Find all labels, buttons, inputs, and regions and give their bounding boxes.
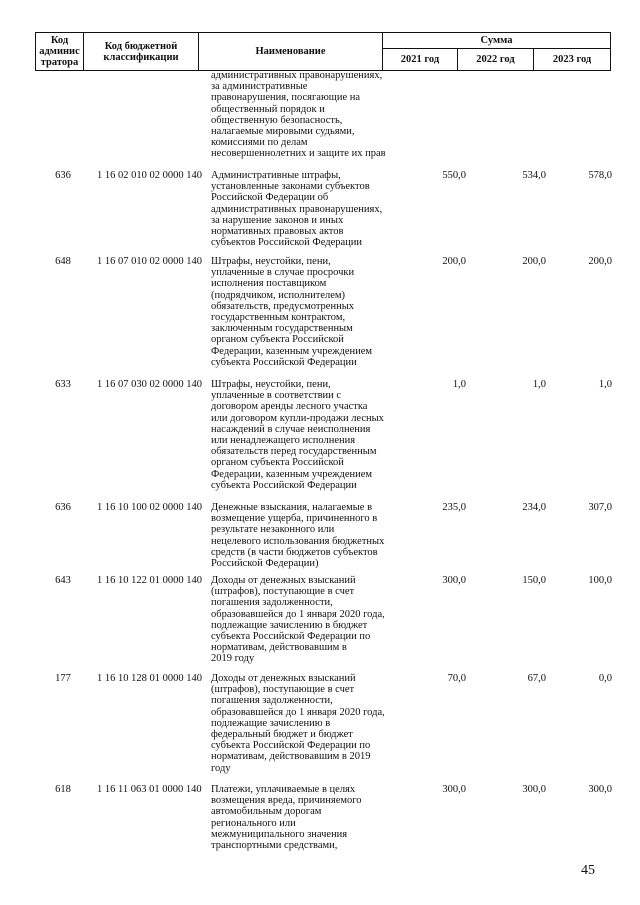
header-year-2023: 2023 год <box>534 49 611 71</box>
value-2022: 200,0 <box>522 256 546 267</box>
admin-code: 636 <box>55 170 71 181</box>
value-2023: 0,0 <box>598 673 612 684</box>
header-admin-code: Код админис тратора <box>36 33 84 71</box>
row-name: Доходы от денежных взысканий (штрафов), поступающие в счет погашения задолженности, образовавшейся до 1 января 2020 года, подлежащие зачислению в бюджет субъекта Российской Федерации по нормативам, действовавшим в 2019 году <box>211 575 385 665</box>
value-2022: 150,0 <box>522 575 546 586</box>
kbk-code: 1 16 10 100 02 0000 140 <box>97 502 202 513</box>
admin-code: 643 <box>55 575 71 586</box>
kbk-code: 1 16 07 010 02 0000 140 <box>97 256 202 267</box>
value-2021: 300,0 <box>442 575 466 586</box>
row-name: Штрафы, неустойки, пени, уплаченные в случае просрочки исполнения поставщиком (подрядчиком, исполнителем) обязательств, предусмотренных государственным контрактом, заключенным государственным органом субъекта Российской Федерации, казенным учреждением субъекта Российской Федерации <box>211 256 373 368</box>
value-2023: 300,0 <box>588 784 612 795</box>
value-2023: 200,0 <box>588 256 612 267</box>
admin-code: 633 <box>55 379 71 390</box>
header-sum: Сумма <box>383 33 611 49</box>
kbk-code: 1 16 07 030 02 0000 140 <box>97 379 202 390</box>
value-2023: 578,0 <box>588 170 612 181</box>
admin-code: 618 <box>55 784 71 795</box>
admin-code: 648 <box>55 256 71 267</box>
value-2022: 234,0 <box>522 502 546 513</box>
row-name: Платежи, уплачиваемые в целях возмещения вреда, причиняемого автомобильным дорогам регионального или межмуниципального значения транспортными средствами, <box>211 784 362 852</box>
row-name: Денежные взыскания, налагаемые в возмещение ущерба, причиненного в результате незаконного или нецелевого использования бюджетных средств (в части бюджетов субъектов Российской Федерации) <box>211 502 385 570</box>
row-name: Доходы от денежных взысканий (штрафов), поступающие в счет погашения задолженности, образовавшейся до 1 января 2020 года, подлежащие зачислению в федеральный бюджет и бюджет субъекта Российской Федерации по нормативам, действовавшим в 2019 году <box>211 673 385 774</box>
value-2021: 300,0 <box>442 784 466 795</box>
value-2021: 235,0 <box>442 502 466 513</box>
value-2023: 100,0 <box>588 575 612 586</box>
kbk-code: 1 16 11 063 01 0000 140 <box>97 784 202 795</box>
value-2022: 1,0 <box>532 379 546 390</box>
admin-code: 636 <box>55 502 71 513</box>
header-name: Наименование <box>199 33 383 71</box>
continued-name-text: административных правонарушениях, за административные правонарушения, посягающие на общественный порядок и общественную безопасность, налагаемые мировыми судьями, комиссиями по делам несовершеннолетних и защите их прав <box>211 70 386 160</box>
header-year-2021: 2021 год <box>383 49 458 71</box>
value-2023: 307,0 <box>588 502 612 513</box>
kbk-code: 1 16 02 010 02 0000 140 <box>97 170 202 181</box>
header-kbk-code: Код бюджетной классификации <box>84 33 199 71</box>
kbk-code: 1 16 10 128 01 0000 140 <box>97 673 202 684</box>
page-number: 45 <box>581 863 595 878</box>
value-2022: 67,0 <box>527 673 546 684</box>
value-2021: 550,0 <box>442 170 466 181</box>
admin-code: 177 <box>55 673 71 684</box>
kbk-code: 1 16 10 122 01 0000 140 <box>97 575 202 586</box>
value-2022: 534,0 <box>522 170 546 181</box>
value-2021: 1,0 <box>452 379 466 390</box>
value-2021: 200,0 <box>442 256 466 267</box>
row-name: Штрафы, неустойки, пени, уплаченные в соответствии с договором аренды лесного участка или договором купли-продажи лесных насаждений в случае неисполнения или ненадлежащего исполнения обязательств перед государственным органом субъекта Российской Федерации, казенным учреждением субъекта Российской Федерации <box>211 379 384 491</box>
value-2022: 300,0 <box>522 784 546 795</box>
row-name: Административные штрафы, установленные законами субъектов Российской Федерации об административных правонарушениях, за нарушение законов и иных нормативных правовых актов субъектов Российской Федерации <box>211 170 383 249</box>
header-year-2022: 2022 год <box>458 49 534 71</box>
value-2021: 70,0 <box>447 673 466 684</box>
table-header <box>35 32 611 71</box>
value-2023: 1,0 <box>598 379 612 390</box>
